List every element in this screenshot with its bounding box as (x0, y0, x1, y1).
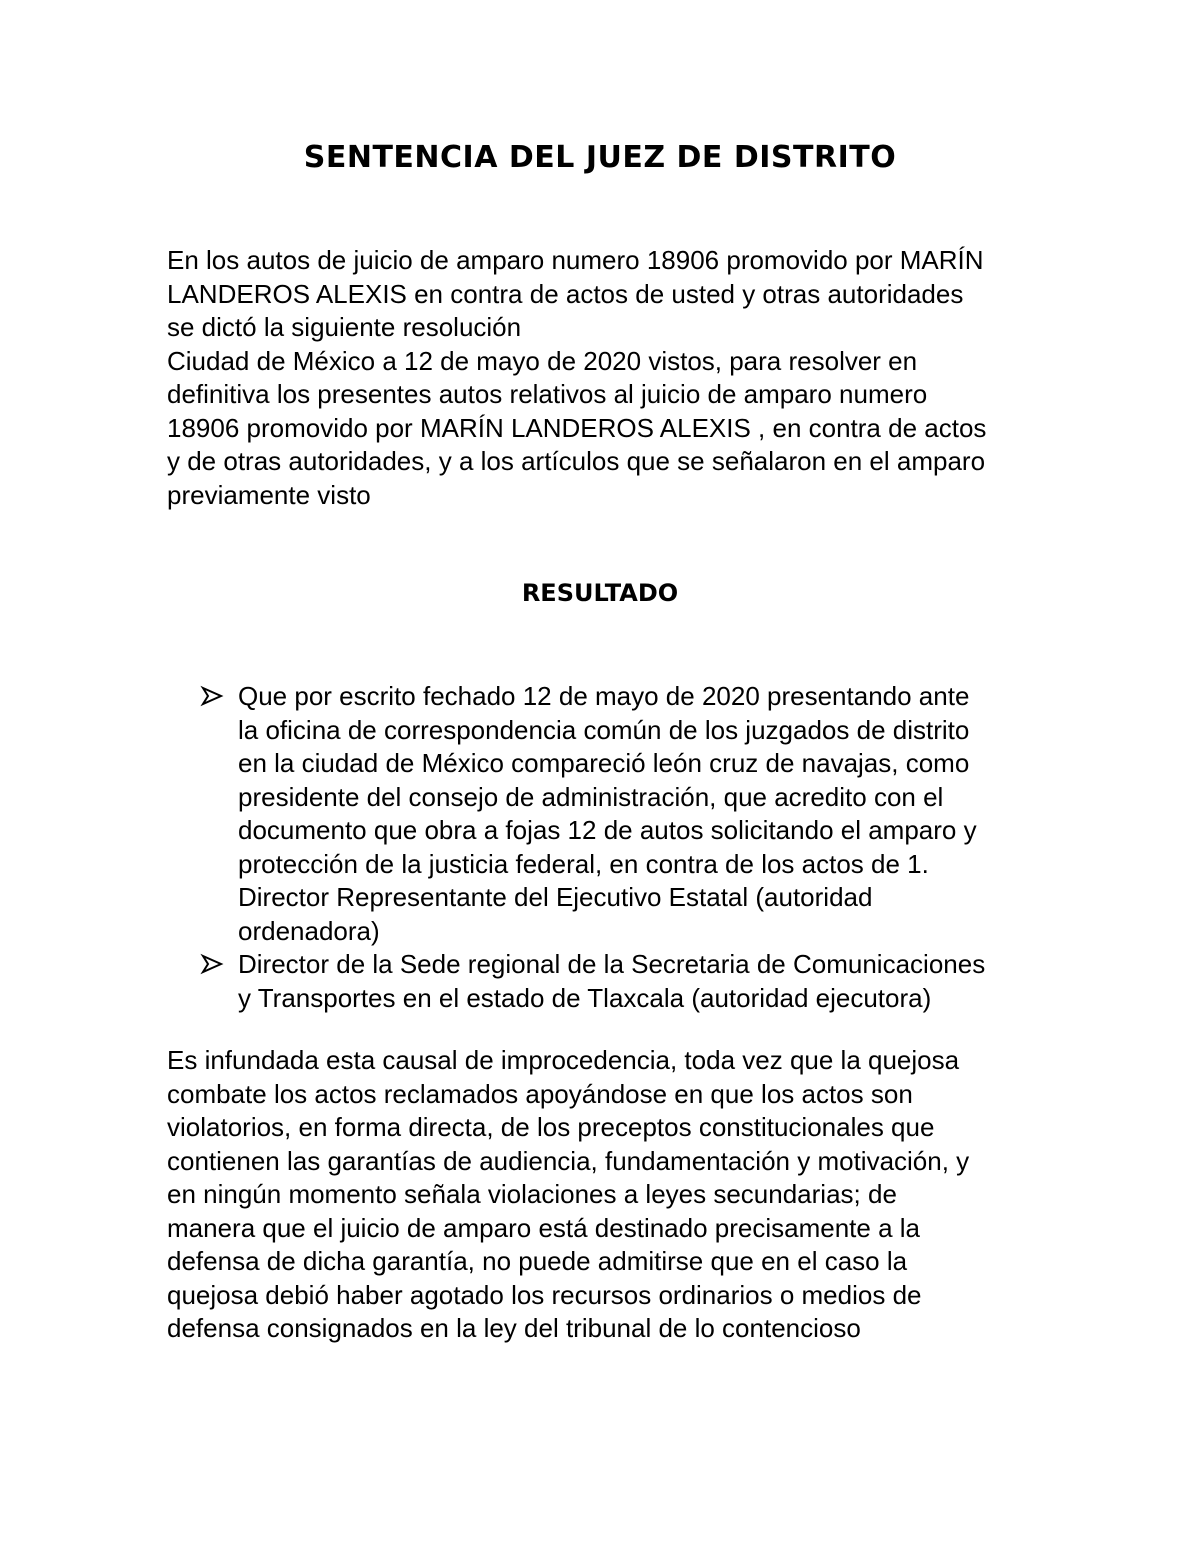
paragraph-line: LANDEROS ALEXIS en contra de actos de usted y otras autoridades (167, 278, 964, 309)
document-title: SENTENCIA DEL JUEZ DE DISTRITO (303, 140, 897, 175)
paragraph-line: defensa consignados en la ley del tribunal de lo contencioso (167, 1313, 861, 1343)
paragraph-line: 18906 promovido por MARÍN LANDEROS ALEXIS , en contra de actos (167, 412, 987, 443)
paragraph-line: y de otras autoridades, y a los artículos que se señalaron en el amparo (167, 446, 986, 476)
paragraph-line: Es infundada esta causal de improcedencia, toda vez que la quejosa (167, 1045, 960, 1075)
intro-paragraph (167, 244, 1047, 512)
bullet-line: y Transportes en el estado de Tlaxcala (autoridad ejecutora) (238, 982, 932, 1013)
bullet-item (200, 948, 1060, 1015)
paragraph-line: manera que el juicio de amparo está destinado precisamente a la (167, 1212, 921, 1243)
paragraph-line: contienen las garantías de audiencia, fundamentación y motivación, y (167, 1145, 970, 1176)
paragraph-line: defensa de dicha garantía, no puede admitirse que en el caso la (167, 1246, 908, 1276)
bullet-item (200, 680, 1060, 948)
arrowhead-bullet-icon (200, 684, 224, 708)
bullet-line: protección de la justicia federal, en contra de los actos de 1. (238, 848, 929, 879)
section-heading-resultado: RESULTADO (521, 579, 679, 607)
paragraph-line: quejosa debió haber agotado los recursos ordinarios o medios de (167, 1279, 922, 1310)
paragraph-line: Ciudad de México a 12 de mayo de 2020 vistos, para resolver en (167, 345, 918, 376)
resultado-bullet-list (200, 680, 1060, 1015)
bullet-line: en la ciudad de México compareció león cruz de navajas, como (238, 748, 970, 778)
bullet-line: ordenadora) (238, 915, 380, 946)
closing-paragraph (167, 1044, 1047, 1346)
paragraph-line: combate los actos reclamados apoyándose en que los actos son (167, 1078, 913, 1109)
paragraph-line: previamente visto (167, 479, 371, 510)
paragraph-line: se dictó la siguiente resolución (167, 312, 522, 342)
paragraph-line: en ningún momento señala violaciones a leyes secundarias; de (167, 1179, 897, 1209)
bullet-line: documento que obra a fojas 12 de autos solicitando el amparo y (238, 815, 977, 845)
bullet-line: presidente del consejo de administración, que acredito con el (238, 781, 944, 812)
bullet-line: la oficina de correspondencia común de los juzgados de distrito (238, 714, 970, 745)
bullet-line: Director Representante del Ejecutivo Estatal (autoridad (238, 882, 873, 912)
bullet-line: Que por escrito fechado 12 de mayo de 2020 presentando ante (238, 681, 970, 711)
bullet-line: Director de la Sede regional de la Secretaria de Comunicaciones (238, 949, 986, 979)
arrowhead-bullet-icon (200, 952, 224, 976)
paragraph-line: En los autos de juicio de amparo numero 18906 promovido por MARÍN (167, 245, 984, 275)
paragraph-line: violatorios, en forma directa, de los preceptos constitucionales que (167, 1112, 935, 1142)
paragraph-line: definitiva los presentes autos relativos al juicio de amparo numero (167, 379, 928, 409)
